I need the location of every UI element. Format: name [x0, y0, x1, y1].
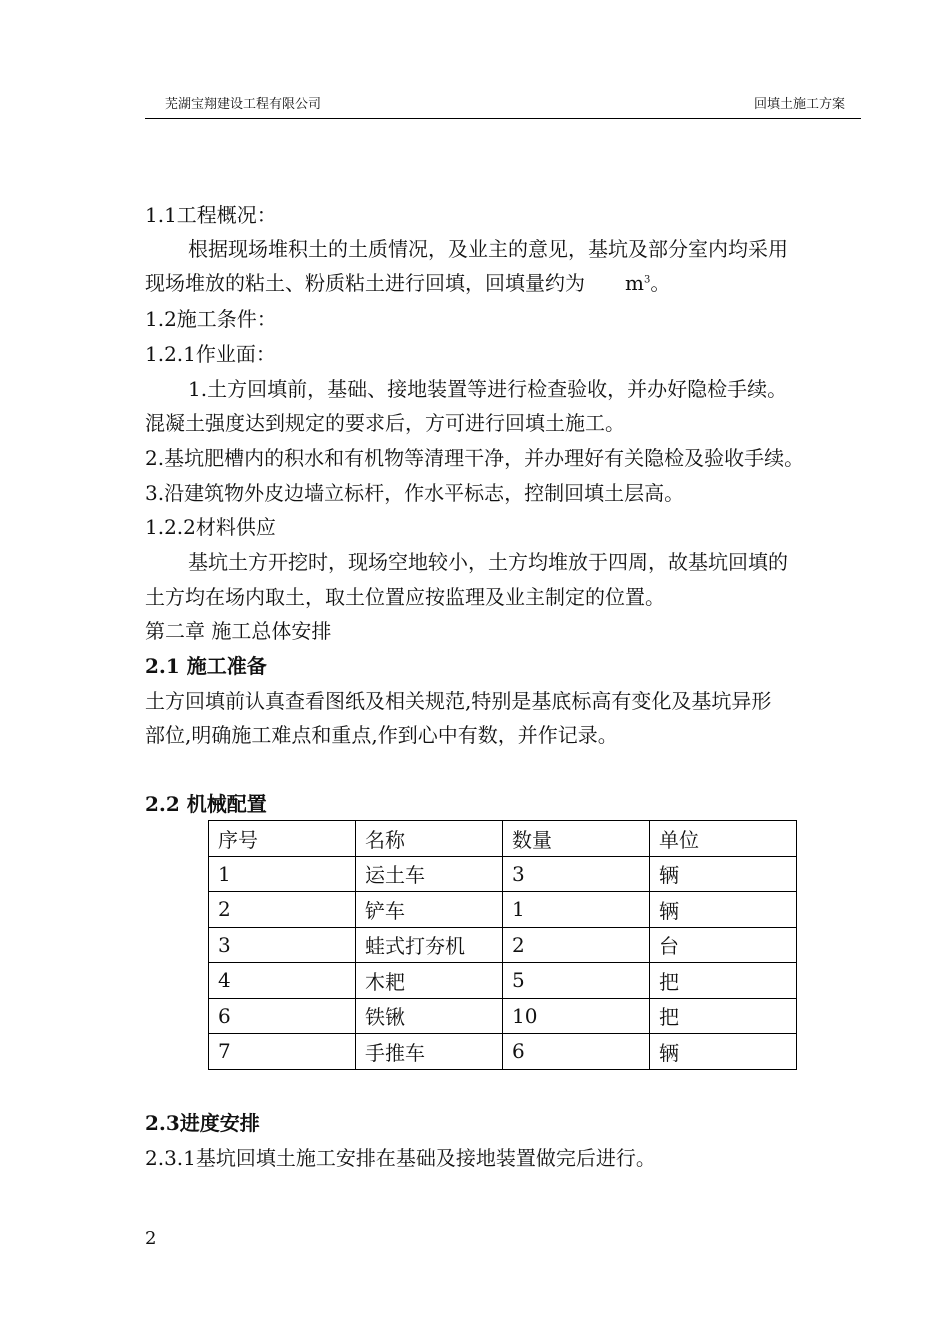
paragraph-line: 混凝土强度达到规定的要求后，方可进行回填土施工。 [145, 411, 625, 435]
page-number: 2 [145, 1228, 157, 1249]
column-header: 序号 [209, 821, 356, 857]
table-cell: 辆 [650, 1034, 797, 1070]
paragraph-line: 2.基坑肥槽内的积水和有机物等清理干净，并办理好有关隐检及验收手续。 [145, 446, 805, 470]
table-cell: 1 [503, 892, 650, 928]
column-header: 单位 [650, 821, 797, 857]
cubic-superscript: 3 [643, 274, 651, 286]
paragraph-line: 基坑土方开挖时，现场空地较小，土方均堆放于四周，故基坑回填的 [188, 550, 788, 574]
table-cell: 1 [209, 856, 356, 892]
paragraph-line: 土方回填前认真查看图纸及相关规范,特别是基底标高有变化及基坑异形 [145, 689, 772, 713]
table-cell: 辆 [650, 892, 797, 928]
column-header: 数量 [503, 821, 650, 857]
section-1-2-1-heading: 1.2.1作业面： [145, 342, 276, 366]
table-cell: 蛙式打夯机 [356, 927, 503, 963]
table-cell: 2 [503, 927, 650, 963]
paragraph-line: 3.沿建筑物外皮边墙立标杆，作水平标志，控制回填土层高。 [145, 481, 685, 505]
section-1-1-heading: 1.1工程概况： [145, 203, 277, 227]
table-row [209, 856, 797, 892]
paragraph-line: 2.3.1基坑回填土施工安排在基础及接地装置做完后进行。 [145, 1146, 656, 1170]
company-name: 芜湖宝翔建设工程有限公司 [165, 97, 322, 112]
paragraph-line: 1.土方回填前，基础、接地装置等进行检查验收，并办好隐检手续。 [188, 377, 788, 401]
table-cell: 10 [503, 998, 650, 1034]
table-cell: 铁锹 [356, 998, 503, 1034]
sentence-end: 。 [650, 271, 671, 295]
section-1-2-heading: 1.2施工条件： [145, 307, 277, 331]
table-cell: 5 [503, 963, 650, 999]
machinery-table [208, 820, 797, 1070]
paragraph-line: 部位,明确施工难点和重点,作到心中有数，并作记录。 [145, 723, 618, 747]
table-cell: 7 [209, 1034, 356, 1070]
table-header-row [209, 821, 797, 857]
table-cell: 6 [209, 998, 356, 1034]
table-cell: 3 [503, 856, 650, 892]
section-2-2-heading: 2.2 机械配置 [145, 792, 267, 816]
table-cell: 手推车 [356, 1034, 503, 1070]
table-cell: 2 [209, 892, 356, 928]
fill-volume-text: 现场堆放的粘土、粉质粘土进行回填，回填量约为 m [145, 271, 644, 295]
paragraph-line: 根据现场堆积土的土质情况，及业主的意见，基坑及部分室内均采用 [188, 237, 788, 261]
table-cell: 6 [503, 1034, 650, 1070]
table-row [209, 963, 797, 999]
table-row [209, 892, 797, 928]
table-row [209, 998, 797, 1034]
table-cell: 台 [650, 927, 797, 963]
section-1-2-2-heading: 1.2.2材料供应 [145, 515, 276, 539]
table-row [209, 1034, 797, 1070]
column-header: 名称 [356, 821, 503, 857]
table-cell: 把 [650, 963, 797, 999]
table-cell: 3 [209, 927, 356, 963]
table-cell: 4 [209, 963, 356, 999]
table-cell: 把 [650, 998, 797, 1034]
chapter-2-heading: 第二章 施工总体安排 [145, 619, 332, 643]
document-title: 回填土施工方案 [753, 97, 845, 112]
table-row [209, 927, 797, 963]
paragraph-line: 土方均在场内取土，取土位置应按监理及业主制定的位置。 [145, 585, 665, 609]
section-2-3-heading: 2.3进度安排 [145, 1111, 260, 1135]
page-header [145, 88, 861, 119]
table-cell: 运土车 [356, 856, 503, 892]
section-2-1-heading: 2.1 施工准备 [145, 654, 267, 678]
table-cell: 铲车 [356, 892, 503, 928]
table-cell: 辆 [650, 856, 797, 892]
paragraph-line [145, 266, 670, 300]
table-cell: 木耙 [356, 963, 503, 999]
